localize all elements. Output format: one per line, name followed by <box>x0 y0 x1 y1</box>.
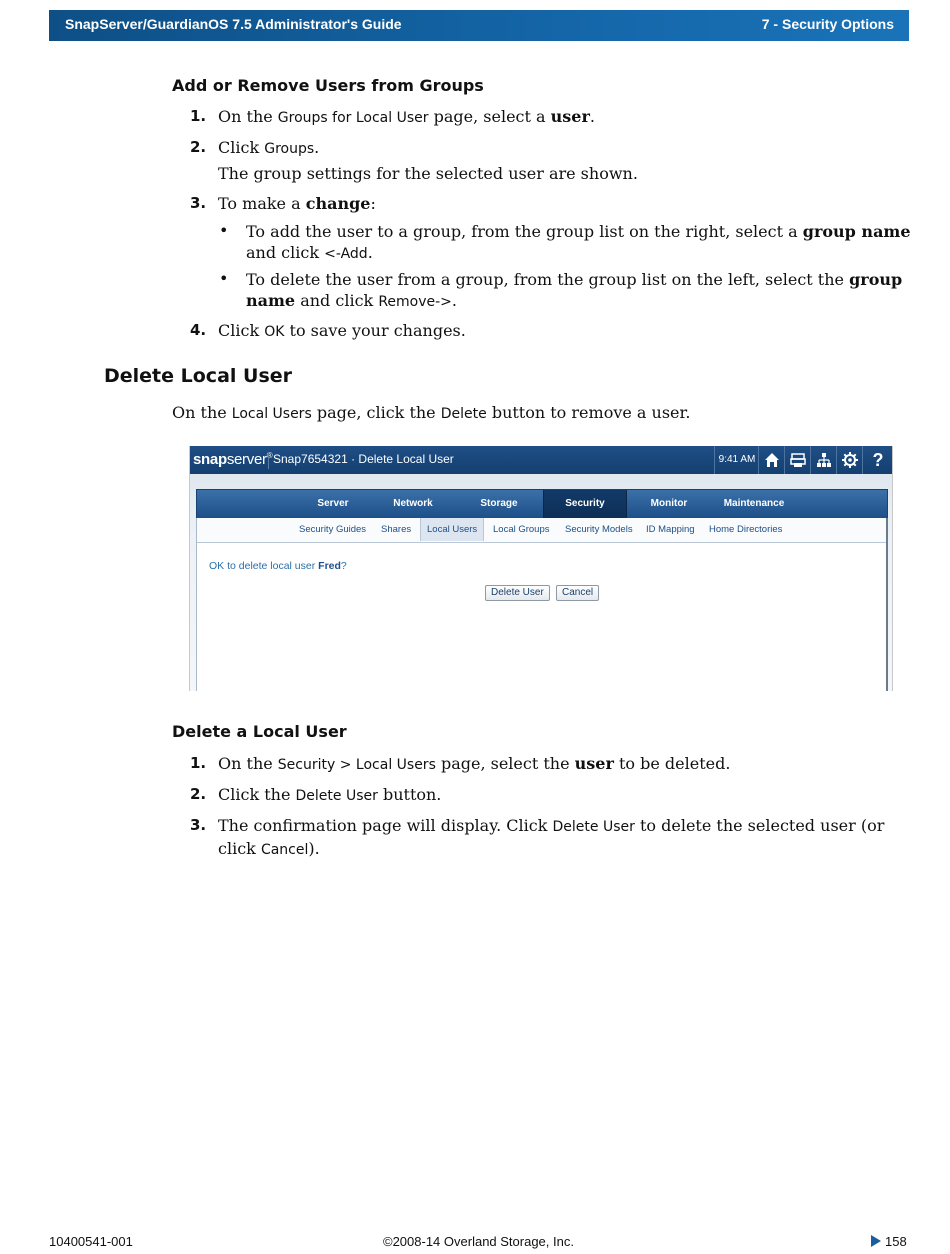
bullet-text: To delete the user from a group, from the group list on the left, select the group name and click Remove->. <box>246 270 903 310</box>
tab-local-users[interactable]: Local Users <box>420 518 484 541</box>
menu-storage[interactable]: Storage <box>480 498 518 509</box>
tab-security-guides[interactable]: Security Guides <box>299 524 367 535</box>
guide-title: SnapServer/GuardianOS 7.5 Administrator's Guide <box>65 16 402 32</box>
step-number: 3. <box>190 194 207 212</box>
bullet-mark: • <box>219 221 229 240</box>
section-heading-delete-local-user: Delete Local User <box>104 365 293 387</box>
step-number: 2. <box>190 785 207 803</box>
tab-id-mapping[interactable]: ID Mapping <box>646 524 695 535</box>
step-text: The confirmation page will display. Click Delete User to delete the selected user (or click Cancel). <box>218 816 885 858</box>
confirm-message: OK to delete local user Fred? <box>209 560 347 572</box>
snapserver-logo: snapserver® <box>193 451 273 468</box>
next-page-icon <box>871 1235 881 1247</box>
delete-user-button[interactable]: Delete User <box>485 585 550 601</box>
step-number: 1. <box>190 107 207 125</box>
page-number: 158 <box>871 1234 907 1249</box>
app-topbar <box>190 446 892 474</box>
step-text: To make a change: <box>218 194 376 213</box>
section-heading-delete-a-local-user: Delete a Local User <box>172 722 347 741</box>
page-header <box>49 10 909 41</box>
step-number: 4. <box>190 321 207 339</box>
cancel-button[interactable]: Cancel <box>556 585 599 601</box>
menu-monitor[interactable]: Monitor <box>650 498 688 509</box>
help-icon[interactable]: ? <box>862 446 893 474</box>
bullet-text: To add the user to a group, from the group list on the right, select a group name and click <-Add. <box>246 222 911 262</box>
step-text: Click OK to save your changes. <box>218 321 466 340</box>
print-icon[interactable] <box>784 446 811 474</box>
main-menu <box>196 489 888 519</box>
chapter-title: 7 - Security Options <box>761 16 894 32</box>
sitemap-icon[interactable] <box>810 446 837 474</box>
tab-home-directories[interactable]: Home Directories <box>709 524 783 535</box>
copyright: ©2008-14 Overland Storage, Inc. <box>383 1234 574 1249</box>
section-heading-add-remove: Add or Remove Users from Groups <box>172 76 484 95</box>
step-text: Click Groups. <box>218 138 320 157</box>
document-number: 10400541-001 <box>49 1234 133 1249</box>
bullet-mark: • <box>219 269 229 288</box>
step-number: 1. <box>190 754 207 772</box>
tab-security-models[interactable]: Security Models <box>565 524 633 535</box>
step-number: 3. <box>190 816 207 834</box>
ui-screenshot <box>189 446 893 691</box>
step-text: Click the Delete User button. <box>218 785 442 804</box>
gear-icon[interactable] <box>836 446 863 474</box>
step-text: On the Security > Local Users page, select the user to be deleted. <box>218 754 731 773</box>
intro-text: On the Local Users page, click the Delete button to remove a user. <box>172 403 691 422</box>
home-icon[interactable] <box>758 446 785 474</box>
clock: 9:41 AM <box>714 446 759 474</box>
tab-local-groups[interactable]: Local Groups <box>493 524 550 535</box>
menu-server[interactable]: Server <box>317 498 349 509</box>
sub-menu <box>197 518 886 543</box>
step-text: On the Groups for Local User page, select a user. <box>218 107 595 126</box>
step-subtext: The group settings for the selected user are shown. <box>218 164 638 183</box>
menu-maintenance[interactable]: Maintenance <box>723 498 785 509</box>
menu-security[interactable]: Security <box>543 490 627 518</box>
content-panel <box>196 518 888 691</box>
step-number: 2. <box>190 138 207 156</box>
menu-network[interactable]: Network <box>393 498 433 509</box>
window-title: Snap7654321 · Delete Local User <box>268 452 454 469</box>
tab-shares[interactable]: Shares <box>381 524 412 535</box>
